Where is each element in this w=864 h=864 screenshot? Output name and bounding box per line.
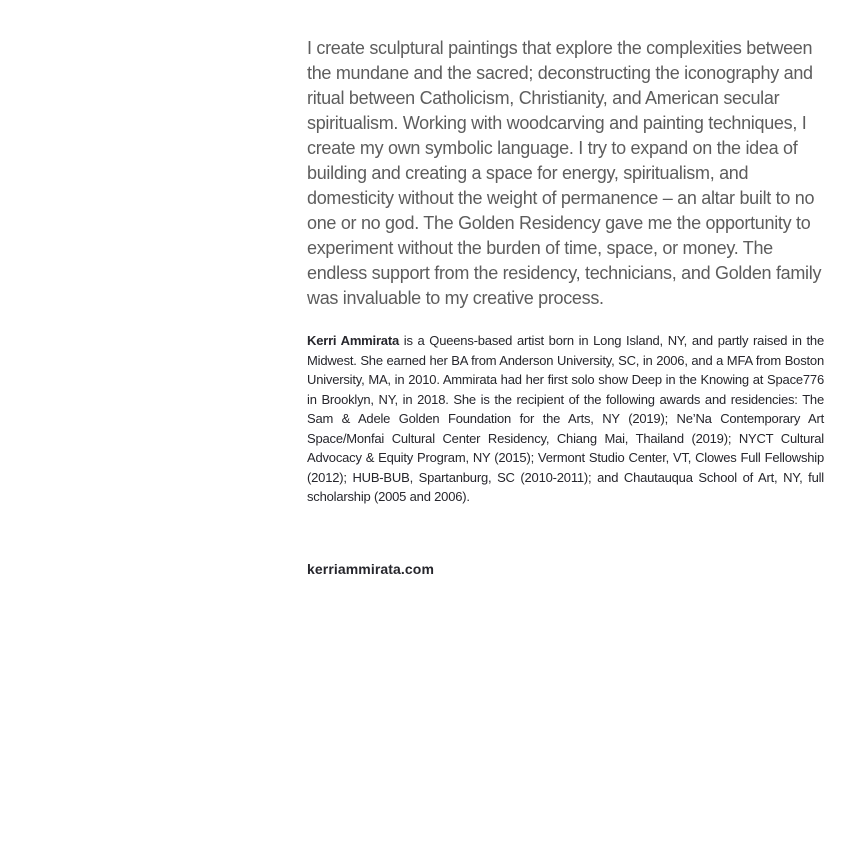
artist-bio [307,331,824,507]
artist-statement: I create sculptural paintings that explore the complexities between the mundane and the sacred; deconstructing the iconography and ritual between Catholicism, Christianity, and American secular spiritualism. Working with woodcarving and painting techniques, I create my own symbolic language. I try to expand on the idea of building and creating a space for energy, spiritualism, and domesticity without the weight of permanence – an altar built to no one or no god. The Golden Residency gave me the opportunity to experiment without the burden of time, space, or money. The endless support from the residency, technicians, and Golden family was invaluable to my creative process. [307,38,822,308]
page [307,36,824,579]
website-link[interactable]: kerriammirata.com [307,560,434,577]
artist-name: Kerri Ammirata [307,333,399,348]
artist-bio-text: is a Queens-based artist born in Long Island, NY, and partly raised in the Midwest. She earned her BA from Anderson University, SC, in 2006, and a MFA from Boston University, MA, in 2010. Ammirata had her first solo show Deep in the Knowing at Space776 in Brooklyn, NY, in 2018. She is the recipient of the following awards and residencies: The Sam & Adele Golden Foundation for the Arts, NY (2019); Ne’Na Contemporary Art Space/Monfai Cultural Center Residency, Chiang Mai, Thailand (2019); NYCT Cultural Advocacy & Equity Program, NY (2015); Vermont Studio Center, VT, Clowes Full Fellowship (2012); HUB-BUB, Spartanburg, SC (2010-2011); and Chautauqua School of Art, NY, full scholarship (2005 and 2006). [307,333,824,504]
